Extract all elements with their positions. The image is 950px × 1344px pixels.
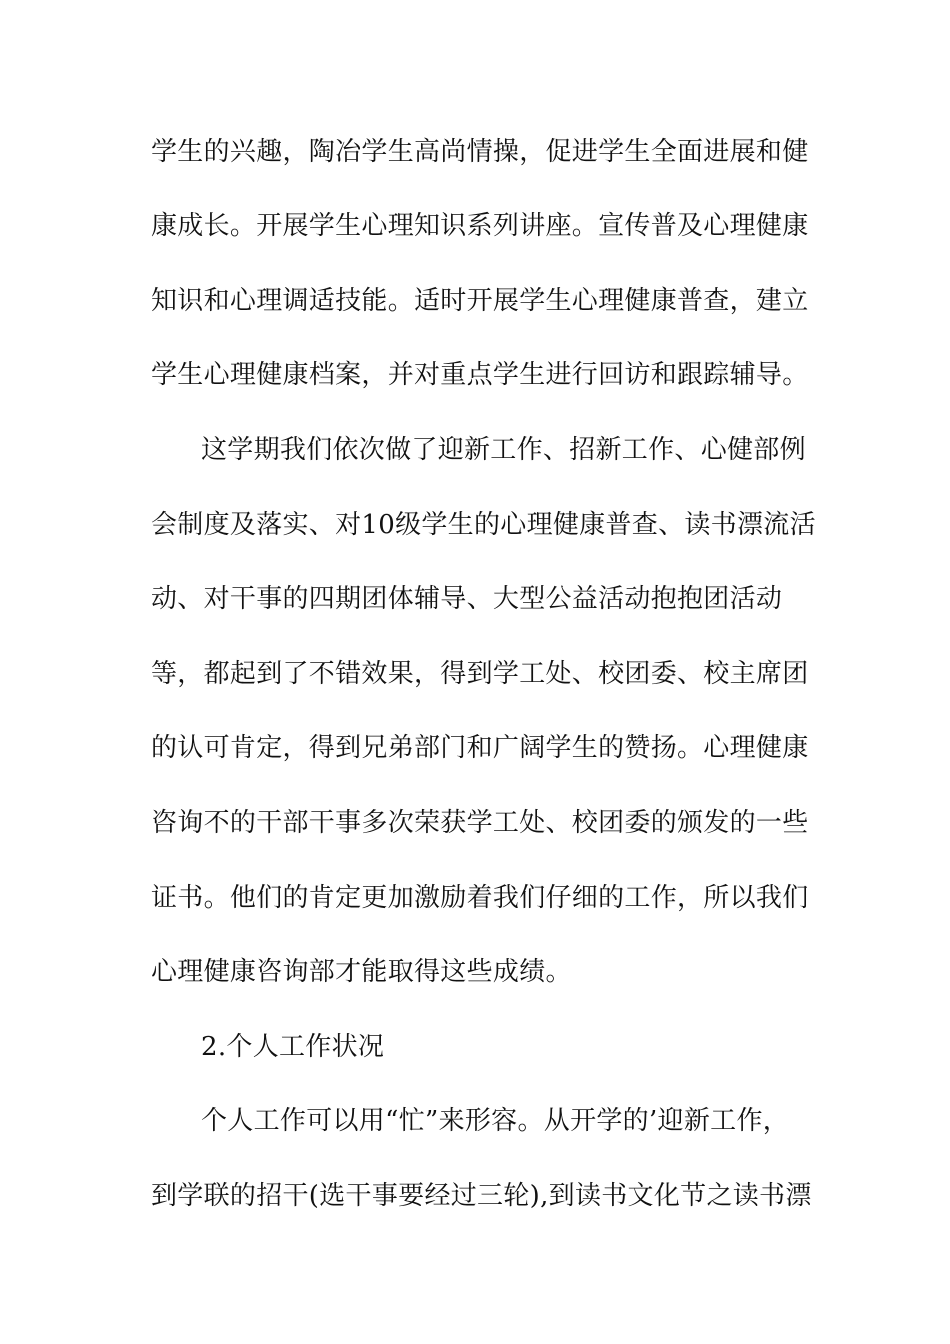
paragraph-first-line: 这学期我们依次做了迎新工作、招新工作、心健部例: [201, 435, 806, 465]
text-line: 康成长。开展学生心理知识系列讲座。宣传普及心理健康: [151, 211, 809, 241]
text-line: 等，都起到了不错效果，得到学工处、校团委、校主席团: [151, 659, 809, 689]
text-line: 咨询不的干部干事多次荣获学工处、校团委的颁发的一些: [151, 808, 809, 838]
section-heading: 2.个人工作状况: [201, 1032, 385, 1062]
text-line: 心理健康咨询部才能取得这些成绩。: [151, 957, 572, 987]
text-line: 动、对干事的四期团体辅导、大型公益活动抱抱团活动: [151, 584, 783, 614]
text-line: 会制度及落实、对10级学生的心理健康普查、读书漂流活: [151, 510, 816, 540]
text-line: 的认可肯定，得到兄弟部门和广阔学生的赞扬。心理健康: [151, 733, 809, 763]
text-line: 到学联的招干(选干事要经过三轮),到读书文化节之读书漂: [151, 1181, 812, 1211]
text-line: 知识和心理调适技能。适时开展学生心理健康普查，建立: [151, 286, 809, 316]
text-line: 证书。他们的肯定更加激励着我们仔细的工作，所以我们: [151, 883, 809, 913]
text-line: 学生的兴趣，陶冶学生高尚情操，促进学生全面进展和健: [151, 137, 809, 167]
paragraph-first-line: 个人工作可以用“忙”来形容。从开学的’迎新工作，: [201, 1106, 790, 1136]
text-line: 学生心理健康档案，并对重点学生进行回访和跟踪辅导。: [151, 360, 809, 390]
